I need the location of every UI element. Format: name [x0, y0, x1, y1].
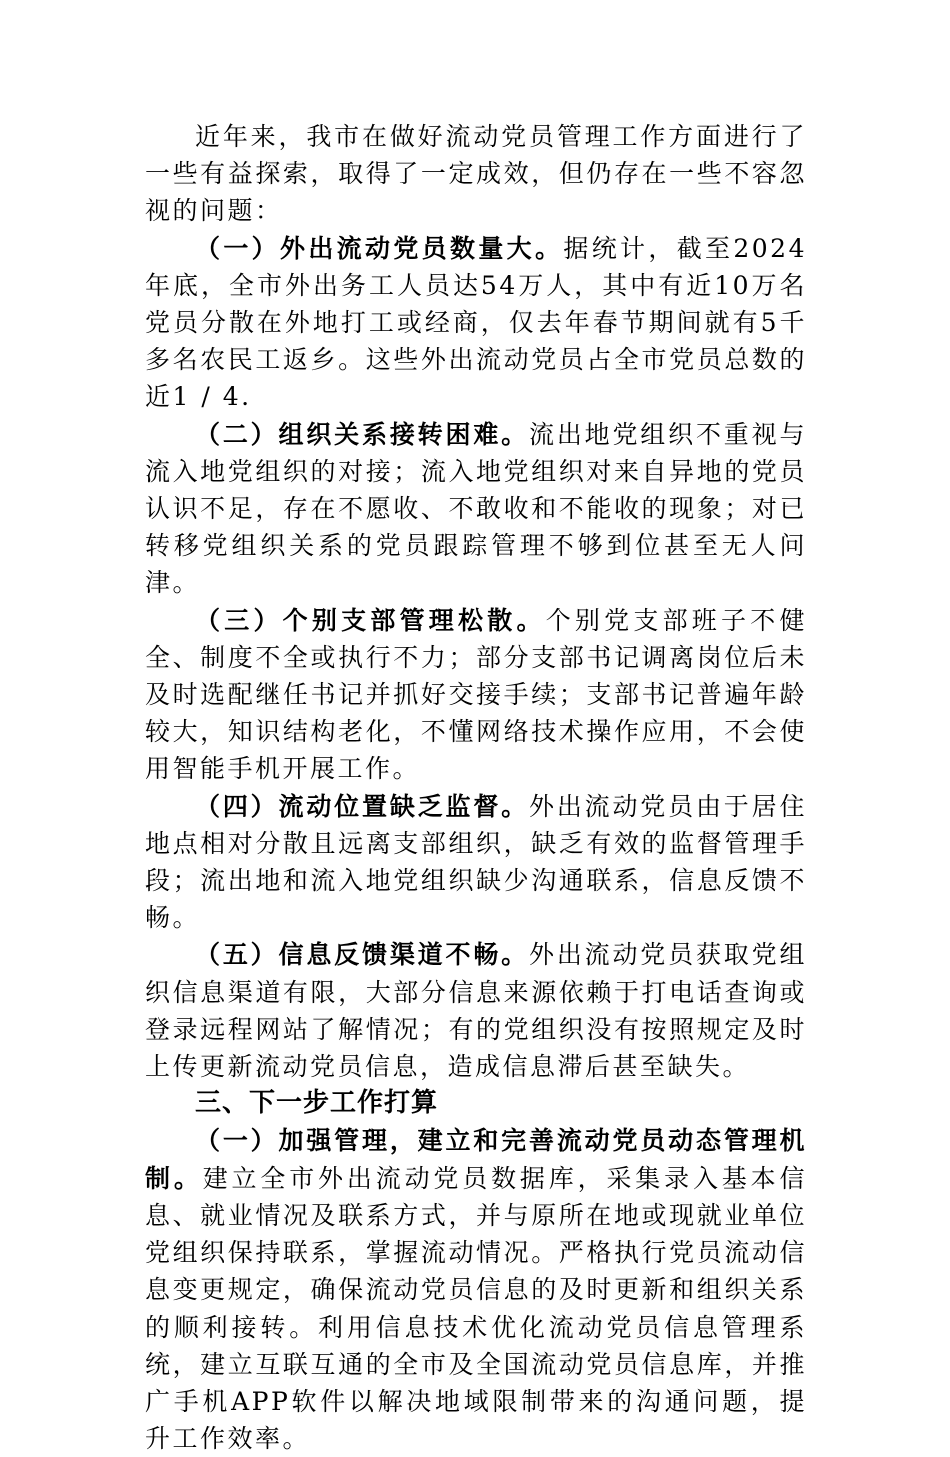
- problem-body-4: 外出流动党员由于居住地点相对分散且远离支部组织，缺乏有效的监督管理手段；流出地和流入地党组织缺少沟通联系，信息反馈不畅。: [145, 791, 807, 933]
- problem-lead-3: （三）个别支部管理松散。: [195, 605, 546, 635]
- problem-body-3: 个别党支部班子不健全、制度不全或执行不力；部分支部书记调离岗位后未及时选配继任书记并抓好交接手续；支部书记普遍年龄较大，知识结构老化，不懂网络技术操作应用，不会使用智能手机开展工作。: [145, 605, 807, 784]
- problem-lead-4: （四）流动位置缺乏监督。: [195, 791, 529, 821]
- problem-paragraph-2: [145, 416, 807, 602]
- document-page: [145, 118, 807, 1457]
- plan-paragraph-1: [145, 1122, 807, 1457]
- problem-paragraph-3: [145, 602, 807, 788]
- problem-lead-5: （五）信息反馈渠道不畅。: [195, 940, 529, 970]
- problem-lead-1: （一）外出流动党员数量大。: [195, 233, 564, 263]
- section-3-heading: 三、下一步工作打算: [195, 1088, 439, 1119]
- problem-lead-2: （二）组织关系接转困难。: [195, 419, 529, 449]
- problem-body-5: 外出流动党员获取党组织信息渠道有限，大部分信息来源依赖于打电话查询或登录远程网站了解情况；有的党组织没有按照规定及时上传更新流动党员信息，造成信息滞后甚至缺失。: [145, 940, 807, 1082]
- plan-body-1: 建立全市外出流动党员数据库，采集录入基本信息、就业情况及联系方式，并与原所在地或现就业单位党组织保持联系，掌握流动情况。严格执行党员流动信息变更规定，确保流动党员信息的及时更新和组织关系的顺利接转。利用信息技术优化流动党员信息管理系统，建立互联互通的全市及全国流动党员信息库，并推广手机APP软件以解决地域限制带来的沟通问题，提升工作效率。: [145, 1163, 807, 1454]
- plan-lead-1: （一）加强管理，建立和完善流动党员动态管理机制。: [145, 1126, 807, 1193]
- intro-paragraph: [145, 118, 807, 230]
- problem-body-2: 流出地党组织不重视与流入地党组织的对接；流入地党组织对来自异地的党员认识不足，存在不愿收、不敢收和不能收的现象；对已转移党组织关系的党员跟踪管理不够到位甚至无人问津。: [145, 419, 807, 598]
- problem-paragraph-1: [145, 230, 807, 416]
- intro-text: 近年来，我市在做好流动党员管理工作方面进行了一些有益探索，取得了一定成效，但仍存在一些不容忽视的问题：: [145, 122, 807, 226]
- problem-paragraph-5: [145, 936, 807, 1085]
- problem-body-1: 据统计，截至2024年底，全市外出务工人员达54万人，其中有近10万名党员分散在外地打工或经商，仅去年春节期间就有5千多名农民工返乡。这些外出流动党员占全市党员总数的近1 / 4.: [145, 233, 807, 412]
- problem-paragraph-4: [145, 788, 807, 937]
